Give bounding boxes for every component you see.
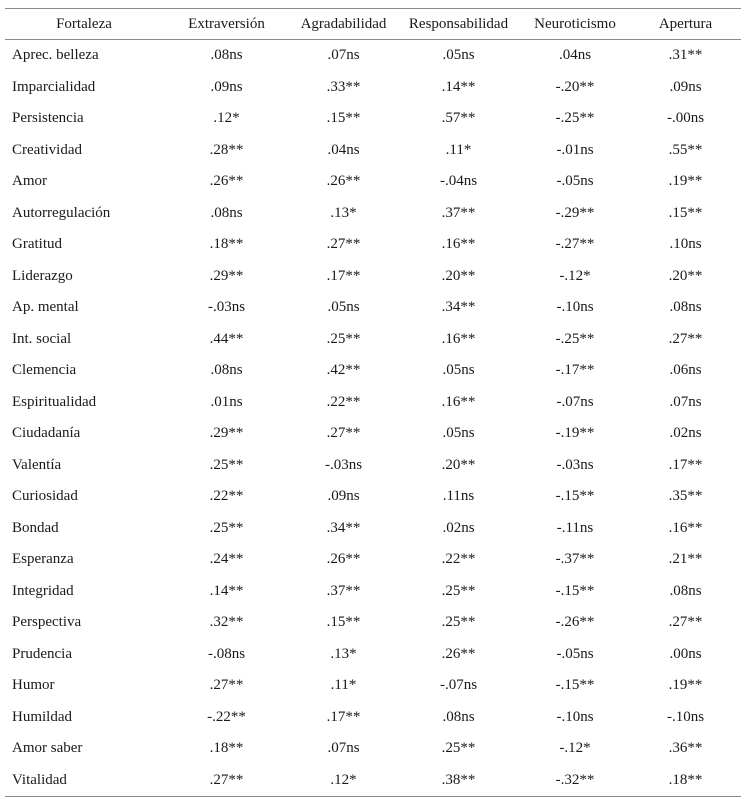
table-row — [5, 355, 741, 387]
cell-responsabilidad: .34** — [441, 299, 476, 316]
cell-responsabilidad: .14** — [441, 78, 476, 95]
cell-responsabilidad: .16** — [441, 236, 476, 253]
header-fortaleza: Fortaleza — [56, 15, 112, 32]
cell-agradabilidad: .37** — [326, 582, 361, 599]
cell-fortaleza: Humor — [12, 677, 55, 694]
cell-extraversion: -.03ns — [207, 299, 246, 316]
table-row — [5, 639, 741, 671]
cell-apertura: -.10ns — [666, 708, 705, 725]
cell-fortaleza: Prudencia — [12, 645, 72, 662]
cell-apertura: .09ns — [669, 78, 702, 95]
cell-neuroticismo: -.11ns — [556, 519, 594, 536]
cell-agradabilidad: .17** — [326, 708, 361, 725]
cell-extraversion: .28** — [209, 141, 244, 158]
cell-agradabilidad: .26** — [326, 173, 361, 190]
table-row — [5, 292, 741, 324]
cell-extraversion: .25** — [209, 456, 244, 473]
cell-apertura: .02ns — [669, 425, 702, 442]
table-row — [5, 72, 741, 104]
table-row — [5, 261, 741, 293]
header-apertura: Apertura — [658, 15, 713, 32]
cell-apertura: .00ns — [669, 645, 702, 662]
cell-apertura: .16** — [668, 519, 703, 536]
cell-apertura: .21** — [668, 551, 703, 568]
cell-neuroticismo: -.25** — [555, 330, 595, 347]
cell-responsabilidad: .22** — [441, 551, 476, 568]
cell-extraversion: .27** — [209, 677, 244, 694]
table-row — [5, 544, 741, 576]
cell-apertura: -.00ns — [666, 110, 705, 127]
cell-responsabilidad: -.07ns — [439, 677, 478, 694]
cell-neuroticismo: -.25** — [555, 110, 595, 127]
header-agradabilidad: Agradabilidad — [300, 15, 387, 32]
cell-responsabilidad: .25** — [441, 740, 476, 757]
cell-neuroticismo: -.27** — [555, 236, 595, 253]
cell-neuroticismo: -.05ns — [556, 173, 594, 190]
cell-responsabilidad: .38** — [441, 771, 476, 788]
cell-neuroticismo: -.07ns — [556, 393, 594, 410]
cell-neuroticismo: -.10ns — [556, 708, 594, 725]
cell-extraversion: -.22** — [207, 708, 246, 725]
cell-agradabilidad: .07ns — [327, 740, 360, 757]
cell-agradabilidad: .17** — [326, 267, 361, 284]
cell-neuroticismo: -.19** — [555, 425, 595, 442]
cell-neuroticismo: -.15** — [555, 582, 595, 599]
cell-responsabilidad: .20** — [441, 456, 476, 473]
cell-extraversion: -.08ns — [207, 645, 246, 662]
cell-apertura: .08ns — [669, 582, 702, 599]
cell-neuroticismo: -.15** — [555, 488, 595, 505]
header-responsabilidad: Responsabilidad — [408, 15, 509, 32]
cell-apertura: .36** — [668, 740, 703, 757]
cell-apertura: .27** — [668, 614, 703, 631]
cell-neuroticismo: -.37** — [555, 551, 595, 568]
cell-responsabilidad: .11* — [445, 141, 472, 158]
cell-fortaleza: Aprec. belleza — [12, 47, 99, 64]
cell-responsabilidad: .16** — [441, 330, 476, 347]
cell-neuroticismo: -.26** — [555, 614, 595, 631]
cell-extraversion: .12* — [213, 110, 240, 127]
cell-neuroticismo: -.01ns — [556, 141, 594, 158]
cell-apertura: .17** — [668, 456, 703, 473]
table-row — [5, 481, 741, 513]
cell-extraversion: .44** — [209, 330, 244, 347]
cell-responsabilidad: .26** — [441, 645, 476, 662]
table-row — [5, 198, 741, 230]
table-row — [5, 166, 741, 198]
table-header — [5, 9, 741, 40]
cell-fortaleza: Bondad — [12, 519, 59, 536]
cell-apertura: .55** — [668, 141, 703, 158]
cell-extraversion: .01ns — [210, 393, 243, 410]
cell-agradabilidad: .07ns — [327, 47, 360, 64]
cell-apertura: .10ns — [669, 236, 702, 253]
cell-responsabilidad: .05ns — [442, 425, 475, 442]
cell-fortaleza: Integridad — [12, 582, 74, 599]
cell-agradabilidad: .13* — [330, 645, 357, 662]
cell-agradabilidad: .05ns — [327, 299, 360, 316]
cell-extraversion: .29** — [209, 425, 244, 442]
cell-neuroticismo: -.12* — [559, 740, 591, 757]
cell-agradabilidad: .11* — [330, 677, 357, 694]
cell-extraversion: .08ns — [210, 47, 243, 64]
table-row — [5, 418, 741, 450]
header-row — [5, 9, 741, 40]
cell-fortaleza: Espiritualidad — [12, 393, 97, 410]
cell-responsabilidad: -.04ns — [439, 173, 478, 190]
cell-extraversion: .08ns — [210, 362, 243, 379]
table-row — [5, 576, 741, 608]
cell-apertura: .31** — [668, 47, 703, 64]
cell-fortaleza: Curiosidad — [12, 488, 78, 505]
cell-extraversion: .22** — [209, 488, 244, 505]
cell-fortaleza: Amor — [12, 173, 47, 190]
cell-responsabilidad: .02ns — [442, 519, 475, 536]
cell-agradabilidad: .22** — [326, 393, 361, 410]
cell-neuroticismo: -.12* — [559, 267, 591, 284]
cell-apertura: .18** — [668, 771, 703, 788]
cell-fortaleza: Humildad — [12, 708, 72, 725]
cell-agradabilidad: .34** — [326, 519, 361, 536]
cell-extraversion: .18** — [209, 740, 244, 757]
cell-apertura: .19** — [668, 173, 703, 190]
cell-extraversion: .29** — [209, 267, 244, 284]
cell-extraversion: .27** — [209, 771, 244, 788]
cell-agradabilidad: .04ns — [327, 141, 360, 158]
table-row — [5, 733, 741, 765]
table-row — [5, 607, 741, 639]
cell-fortaleza: Valentía — [12, 456, 62, 473]
cell-agradabilidad: .27** — [326, 236, 361, 253]
correlation-table — [5, 8, 741, 797]
table-row — [5, 387, 741, 419]
cell-fortaleza: Liderazgo — [12, 267, 73, 284]
cell-fortaleza: Persistencia — [12, 110, 84, 127]
cell-responsabilidad: .05ns — [442, 362, 475, 379]
table-row — [5, 450, 741, 482]
cell-agradabilidad: .25** — [326, 330, 361, 347]
cell-responsabilidad: .25** — [441, 614, 476, 631]
table-row — [5, 103, 741, 135]
table-row — [5, 513, 741, 545]
cell-fortaleza: Int. social — [12, 330, 72, 347]
cell-extraversion: .14** — [209, 582, 244, 599]
cell-agradabilidad: .15** — [326, 614, 361, 631]
cell-neuroticismo: -.05ns — [556, 645, 594, 662]
cell-neuroticismo: -.20** — [555, 78, 595, 95]
table-row — [5, 765, 741, 797]
cell-agradabilidad: .27** — [326, 425, 361, 442]
cell-neuroticismo: .04ns — [558, 47, 592, 64]
cell-fortaleza: Esperanza — [12, 551, 74, 568]
cell-apertura: .27** — [668, 330, 703, 347]
cell-agradabilidad: .33** — [326, 78, 361, 95]
table-body — [5, 40, 741, 797]
table-row — [5, 40, 741, 72]
cell-fortaleza: Perspectiva — [12, 614, 82, 631]
cell-fortaleza: Gratitud — [12, 236, 62, 253]
cell-agradabilidad: -.03ns — [324, 456, 363, 473]
table-row — [5, 135, 741, 167]
cell-fortaleza: Vitalidad — [12, 771, 67, 788]
table-row — [5, 324, 741, 356]
cell-extraversion: .32** — [209, 614, 244, 631]
cell-neuroticismo: -.17** — [555, 362, 595, 379]
cell-agradabilidad: .12* — [330, 771, 357, 788]
cell-agradabilidad: .26** — [326, 551, 361, 568]
header-neuroticismo: Neuroticismo — [534, 15, 616, 32]
cell-responsabilidad: .05ns — [442, 47, 475, 64]
cell-extraversion: .25** — [209, 519, 244, 536]
cell-apertura: .35** — [668, 488, 703, 505]
table-row — [5, 229, 741, 261]
cell-agradabilidad: .15** — [326, 110, 361, 127]
header-extraversion: Extraversión — [188, 15, 265, 32]
cell-fortaleza: Clemencia — [12, 362, 77, 379]
cell-fortaleza: Ap. mental — [12, 299, 79, 316]
cell-extraversion: .08ns — [210, 204, 243, 221]
cell-agradabilidad: .42** — [326, 362, 361, 379]
cell-responsabilidad: .16** — [441, 393, 476, 410]
cell-fortaleza: Autorregulación — [12, 204, 111, 221]
cell-apertura: .19** — [668, 677, 703, 694]
cell-apertura: .15** — [668, 204, 703, 221]
table-row — [5, 702, 741, 734]
cell-neuroticismo: -.03ns — [556, 456, 594, 473]
cell-responsabilidad: .20** — [441, 267, 476, 284]
cell-responsabilidad: .25** — [441, 582, 476, 599]
cell-extraversion: .24** — [209, 551, 244, 568]
cell-extraversion: .26** — [209, 173, 244, 190]
cell-neuroticismo: -.32** — [555, 771, 595, 788]
cell-fortaleza: Ciudadanía — [12, 425, 81, 442]
cell-apertura: .20** — [668, 267, 703, 284]
cell-extraversion: .09ns — [210, 78, 243, 95]
cell-apertura: .06ns — [669, 362, 702, 379]
cell-apertura: .08ns — [669, 299, 702, 316]
cell-neuroticismo: -.29** — [555, 204, 595, 221]
cell-agradabilidad: .13* — [330, 204, 357, 221]
correlation-table-container — [5, 8, 741, 797]
cell-apertura: .07ns — [669, 393, 702, 410]
cell-responsabilidad: .11ns — [442, 488, 475, 505]
cell-responsabilidad: .57** — [441, 110, 476, 127]
cell-agradabilidad: .09ns — [327, 488, 360, 505]
cell-responsabilidad: .08ns — [442, 708, 475, 725]
cell-neuroticismo: -.10ns — [556, 299, 594, 316]
table-row — [5, 670, 741, 702]
cell-fortaleza: Amor saber — [12, 740, 83, 757]
cell-fortaleza: Creatividad — [12, 141, 82, 158]
cell-fortaleza: Imparcialidad — [12, 78, 96, 95]
cell-extraversion: .18** — [209, 236, 244, 253]
cell-responsabilidad: .37** — [441, 204, 476, 221]
cell-neuroticismo: -.15** — [555, 677, 595, 694]
